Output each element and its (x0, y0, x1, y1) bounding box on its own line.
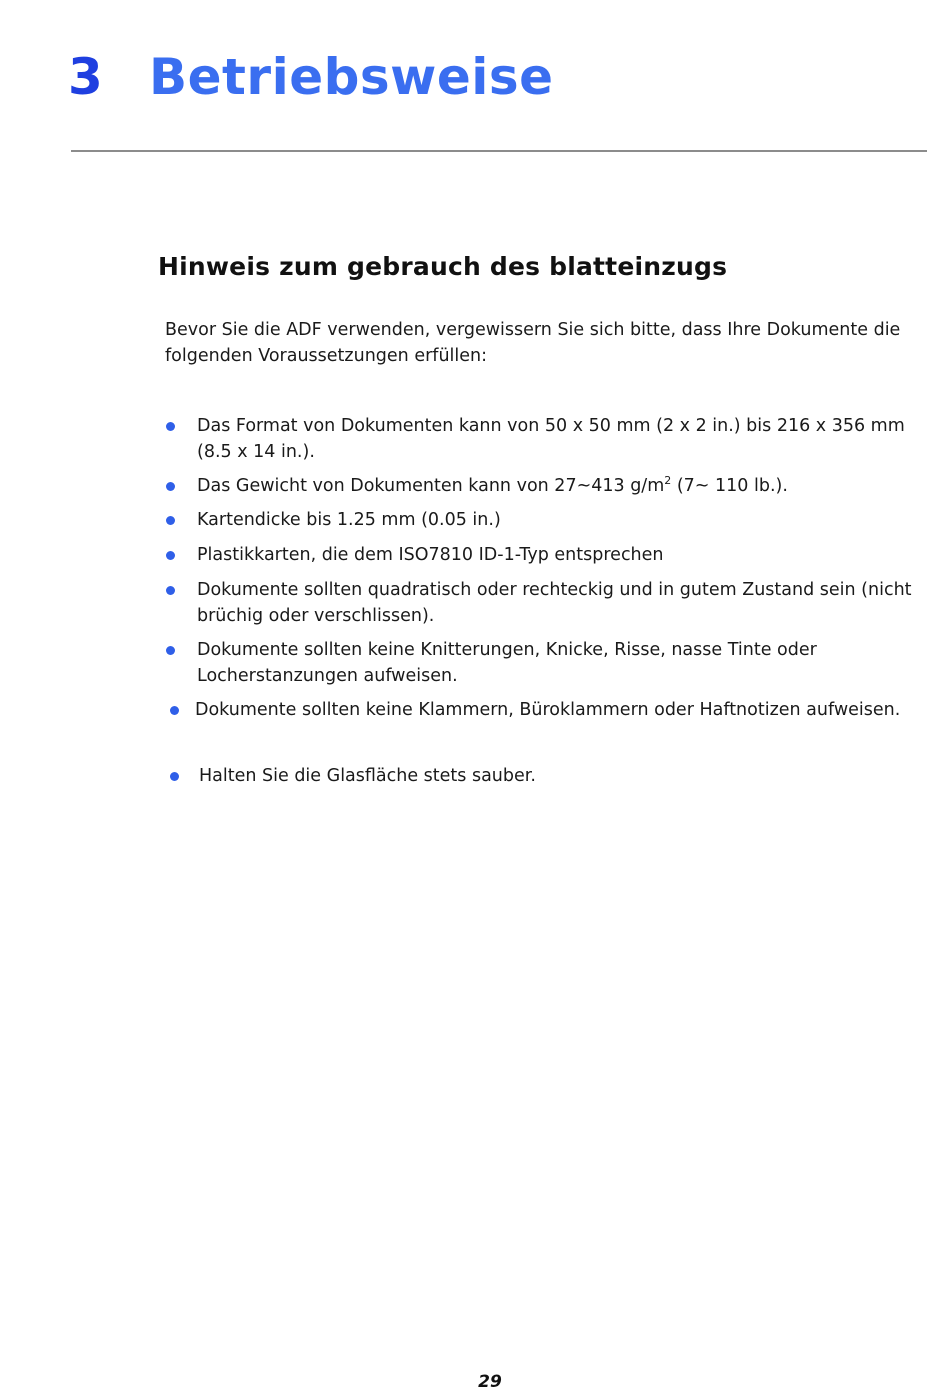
bullet-icon (166, 482, 175, 491)
list-item-text: Plastikkarten, die dem ISO7810 ID-1-Typ entsprechen (197, 545, 664, 565)
page-number: 29 (478, 1372, 502, 1392)
superscript: 2 (664, 474, 672, 487)
intro-paragraph: Bevor Sie die ADF verwenden, vergewissern Sie sich bitte, dass Ihre Dokumente die folgenden Voraussetzungen erfüllen: (165, 320, 901, 366)
heading-divider (71, 150, 927, 152)
chapter-number: 3 (68, 48, 104, 106)
bullet-icon (166, 551, 175, 560)
bullet-icon (166, 422, 175, 431)
bullet-icon (166, 516, 175, 525)
list-item-text: Das Format von Dokumenten kann von 50 x 50 mm (2 x 2 in.) bis 216 x 356 mm (8.5 x 14 in.). (197, 416, 905, 462)
bullet-icon (170, 706, 179, 715)
bullet-icon (166, 646, 175, 655)
section-title: Hinweis zum gebrauch des blatteinzugs (158, 252, 728, 281)
list-item-text: Dokumente sollten keine Klammern, Büroklammern oder Haftnotizen aufweisen. (195, 700, 901, 720)
list-item-text-part: Das Gewicht von Dokumenten kann von 27~413 g/m (197, 476, 665, 496)
list-item-text-part: (7~ 110 lb.). (671, 476, 788, 496)
list-item-text: Halten Sie die Glasfläche stets sauber. (199, 766, 536, 786)
list-item-text: Dokumente sollten quadratisch oder rechteckig und in gutem Zustand sein (nicht brüchig oder verschlissen). (197, 580, 912, 626)
bullet-icon (170, 772, 179, 781)
list-item-text (197, 474, 937, 500)
chapter-heading (68, 48, 554, 106)
list-item-text: Kartendicke bis 1.25 mm (0.05 in.) (197, 510, 501, 530)
list-item-text: Dokumente sollten keine Knitterungen, Knicke, Risse, nasse Tinte oder Locherstanzungen aufweisen. (197, 640, 817, 686)
bullet-icon (166, 586, 175, 595)
chapter-title: Betriebsweise (149, 48, 554, 106)
